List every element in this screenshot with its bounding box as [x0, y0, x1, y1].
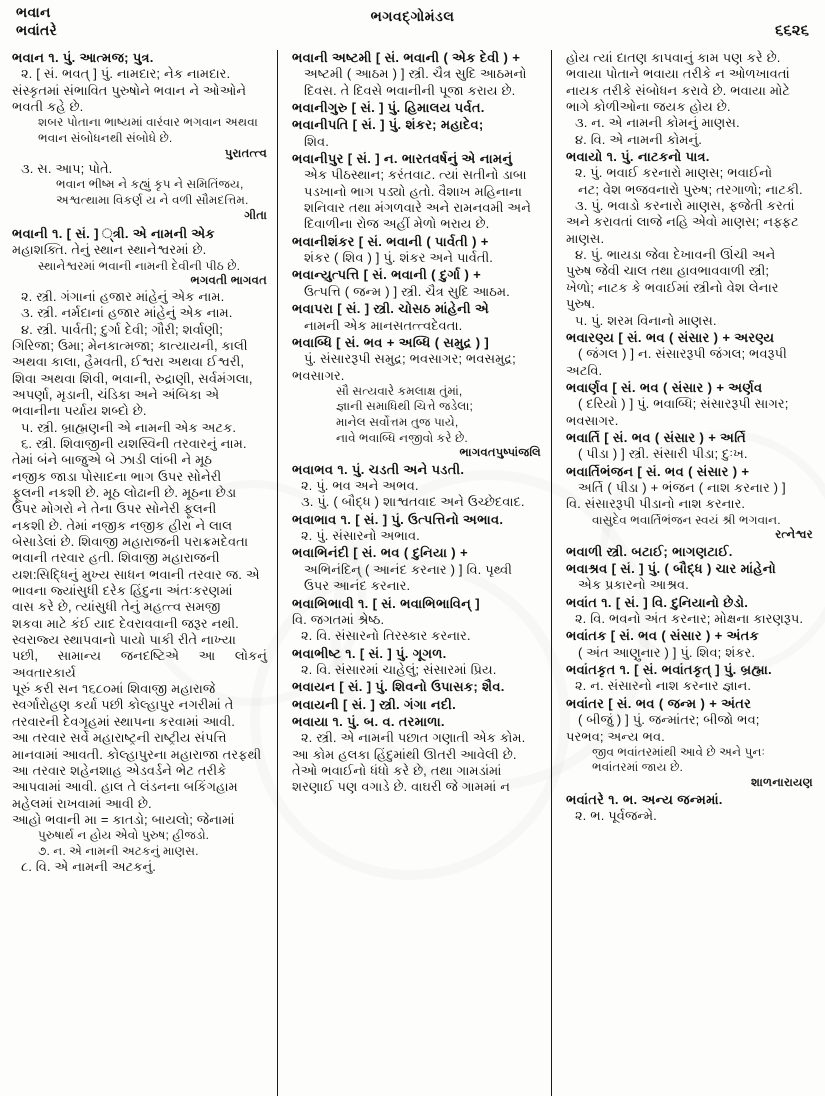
entry-bhavayan: [292, 679, 541, 695]
entry-bhavabhinandi: [292, 545, 541, 594]
headword: ભવાર્તિ [ સં. ભવ ( સંસાર ) + અર્તિ: [566, 429, 747, 445]
sense-line: તરવારની દેવગૃહમાં સ્થાપના કરવામાં આવી.: [12, 713, 235, 729]
entry-bhavant: [566, 595, 813, 628]
sense-line: ૩. સ્ત્રી. નર્મદાનાં હજાર માંહેનું એક નામ.: [21, 305, 233, 321]
entry-bhavashrav: [566, 561, 813, 594]
headword: ભવાનીપતિ [ સં. ] પું. શંકર; મહાદેવ;: [292, 117, 484, 133]
entry-bhavarnav: [566, 380, 813, 429]
sense-line: ( પીડા ) ] સ્ત્રી. સંસારી પીડા; દુઃખ.: [578, 446, 748, 462]
sense-line: ૨. [ સં. ભવત્ ] પું. નામદાર; નેક નામદાર.: [21, 66, 231, 82]
sense-line: પું. સંસારરૂપી સમુદ્ર; ભવસાગર; ભવસમુદ્ર;: [304, 351, 516, 367]
sense-line: ૨. ભ. પૂર્વજન્મે.: [575, 807, 657, 823]
headword: ભવાનીગુરુ [ સં. ] પું. હિમાલય પર્વત.: [292, 100, 485, 116]
sense-line: નકશી છે. તેમાં નજીક નજીક હીરા ને લાલ: [12, 517, 233, 533]
headword: ભવાનીશંકર [ સં. ભવાની ( પાર્વતી ) +: [292, 233, 489, 249]
sense-line: ૨. વિ. સંસારનો તિરસ્કાર કરનાર.: [301, 628, 471, 644]
sense-line: ભવતી કહે છે.: [12, 99, 84, 115]
sense-line: અને કરાવતાં લાજે નહિ એવો માણસ; નફ્ફટ: [566, 214, 799, 230]
entry-bhavabdhi: [292, 335, 541, 461]
sense-line: ભાવના જ્યાંસુધી દરેક હિંદુના અંતઃકરણમાં: [12, 583, 233, 599]
sense-line: આપવામાં આવી. હાલ તે લંડનના બકિંગહામ: [12, 779, 238, 795]
entry-bhavanipur: [292, 151, 541, 233]
column-2: [277, 50, 552, 1096]
sense-line: ૨. પું. ભવાઈ કરનારો માણસ; ભવાઈનો: [575, 165, 773, 181]
headword: ભવાયા ૧. પું. બ. વ. તરમાળા.: [292, 713, 445, 729]
entry-bhavabhishta: [292, 646, 541, 679]
headword: ભવાર્તિભંજન [ સં. ભવ ( સંસાર ) +: [566, 463, 750, 479]
sense-line: ૨. વિ. સંસારમાં ચાહેલું; સંસારમાં પ્રિય.: [301, 661, 497, 677]
column-3: [552, 50, 825, 1096]
entry-bhavali: [566, 544, 813, 560]
entry-bhavaranya: [566, 330, 813, 379]
page-header: [0, 0, 825, 48]
citation-line: ૭. ન. એ નામની અટકનું માણસ.: [38, 843, 199, 858]
headword: ભવાંતક [ સં. ભવ ( સંસાર ) + અંતક: [566, 628, 760, 644]
sense-line: ભવસાગર.: [566, 412, 619, 428]
sense-line: આ તરવાર સર્વે મહારાષ્ટ્રની રાષ્ટ્રીય સંપત્તિ: [12, 730, 227, 746]
headword: ભવાનીપુર [ સં. ] ન. ભારતવર્ષનું એ નામનું: [292, 151, 513, 167]
headword: ભવાંતરે ૧. ભ. અન્ય જન્મમાં.: [566, 791, 723, 807]
headword: ભવાયો ૧. પું. નાટકનો પાત્ર.: [566, 149, 710, 165]
citation-line: જીવ ભવાંતરમાંથી આવે છે અને પુનઃ: [592, 744, 766, 759]
sense-line: માનવામાં આવતી. કોલ્હાપુરના મહારાજા તરફથી: [12, 746, 262, 762]
sense-line: ૪. સ્ત્રી. પાર્વતી; દુર્ગા દેવી; ગૌરી; શર્વાણી;: [21, 321, 223, 337]
verse-line: નાવે ભવાબ્ધિ નજીવો કરે છે.: [336, 430, 468, 445]
sense-line: અથવા કાલા, હૈમવતી, ઈશ્વરા અથવા ઈશ્વરી,: [12, 354, 244, 370]
sense-line: દિવસ. તે દિવસે ભવાનીની પૂજા કરાય છે.: [304, 82, 516, 98]
entry-bhavanyutpatti: [292, 267, 541, 300]
entry-bhavapara: [292, 301, 541, 334]
headword: ભવાપરા [ સં. ] સ્ત્રી. ચોસઠ માંહેની એ: [292, 301, 489, 317]
citation-line: અશ્વત્થામા વિકર્ણ ય ને વળી સૌમદત્તિમ.: [56, 193, 249, 207]
entry-bhavantakrut: [566, 662, 813, 695]
sense-line: પૂરું કરી સન ૧૬૮૦માં શિવાજી મહારાજે: [12, 681, 216, 697]
column-1: [0, 50, 277, 1096]
sense-line: દિવાળીના રોજ અહીં મેળો ભરાય છે.: [304, 216, 490, 232]
sense-line: ૨. વિ. ભવનો અંત કરનાર; મોક્ષના કારણરૂપ.: [575, 611, 803, 627]
citation-line: શબર પોતાના ભાષ્યમાં વારંવાર ભગવાન અથવા: [38, 115, 258, 130]
sense-line: આ તરવાર શહેનશાહ એડવર્ડને ભેટ તરીકે: [12, 762, 227, 778]
entry-bhavantare: [566, 792, 813, 825]
sense-line: અભિનંદિન્ ( આનંદ કરનાર ) ] વિ. પૃથ્વી: [304, 561, 513, 577]
sense-line: સ્વર્ગારોહણ કર્યા પછી કોલ્હાપુર નગરીમાં તે: [12, 697, 234, 713]
entry-bhavani-ashtami: [292, 50, 541, 99]
sense-line: વિ. જગતમાં શ્રેષ્ઠ.: [292, 611, 385, 627]
sense-line: અર્તિ ( પીડા ) + ભંજન ( નાશ કરનાર ) ]: [578, 479, 786, 495]
sense-line: ફૂલની નકશી છે. મૂઠ લોઢાની છે. મૂઠના છેડા: [12, 485, 237, 500]
verse-line: સૌ સત્યવારે કમલાક્ષ તુંમાં,: [336, 383, 463, 398]
citation-source: ભગવતી ભાગવત: [190, 274, 267, 288]
sense-line: આ કોમ હલકા હિંદુમાંથી ઊતરી આવેલી છે.: [292, 746, 517, 762]
headword: ભવાની અષ્ટમી [ સં. ભવાની ( એક દેવી ) +: [292, 50, 521, 65]
sense-line: ભવાનીના પર્યાય શબ્દો છે.: [12, 403, 147, 419]
headword: ભવાભિભાવી ૧. [ સં. ભવાભિભાવિન્ ]: [292, 595, 480, 611]
sense-line: સ્વરાજ્ય સ્થાપવાનો પાયો પાકી રીતે નાખ્યા: [12, 632, 236, 648]
sense-line: ૬. સ્ત્રી. શિવાજીની યશસ્વિની તરવારનું નામ.: [21, 435, 247, 451]
sense-line: પછી, સામાન્ય જનદષ્ટિએ આ લોકનું અવતારકાર્ય: [12, 648, 267, 680]
sense-line: વિ. સંસારરૂપી પીડાનો નાશ કરનાર.: [566, 496, 746, 512]
sense-line: નટ; વેશ ભજવનારો પુરુષ; તરગાળો; નાટકી.: [578, 181, 803, 197]
sense-line: મહાશક્તિ. તેનું સ્થાન સ્થાનેશ્વરમાં છે.: [12, 242, 207, 258]
sense-line: નાયક તરીકે સંબોધન કરાવે છે. ભવાયા મોટે: [566, 82, 791, 98]
sense-line: ભાગે કોળીઓના જયક હોય છે.: [566, 99, 731, 115]
sense-line: ખેળો; નાટક કે ભવાઈમાં સ્ત્રીનો વેશ લેનાર: [566, 279, 779, 295]
entry-bhavayani: [292, 697, 541, 713]
entry-bhavabhibhavi: [292, 596, 541, 645]
citation-line: સ્થાનેશ્વરમાં ભવાની નામની દેવીની પીઠ છે.: [38, 258, 241, 273]
sense-line: માણસ.: [566, 230, 605, 246]
headword: ભવાંતકૃત ૧. [ સં. ભવાંતકૃત્ ] પું. બ્રહ્મા.: [566, 662, 772, 678]
citation-source: રત્નેશ્વર: [775, 528, 813, 542]
headword: ભવાભાવ ૧. [ સં. ] પું. ઉત્પત્તિનો અભાવ.: [292, 511, 504, 527]
citation-source: ભાગવતપુષ્પાંજલિ: [459, 446, 541, 460]
headword: ભવાળી સ્ત્રી. બટાઈ; ભાગણટાઈ.: [566, 543, 733, 559]
headword: ભવાભીષ્ટ ૧. [ સં. ] પું. ગૂગળ.: [292, 645, 447, 661]
entry-bhavarti: [566, 430, 813, 463]
headword: ભવાશ્રવ [ સં. ] પું. ( બૌદ્ધ ) ચાર માંહેનો: [566, 561, 777, 577]
headword: ભવાન્યુત્પત્તિ [ સં. ભવાની ( દુર્ગા ) +: [292, 267, 482, 283]
sense-line: બેસાડેલાં છે. શિવાજી મહારાજની પરાક્રમદેવતા: [12, 534, 249, 550]
column-container: [0, 50, 825, 1096]
sense-line: શિવા અથવા શિવી, ભવાની, રુદ્રાણી, સર્વમંગલા,: [12, 370, 253, 386]
sense-line: ભવસાગર.: [292, 367, 345, 383]
citation-line: પુરુષાર્થ ન હોય એવો પુરુષ; હીજડો.: [38, 828, 210, 843]
sense-line: ૫. પું. શરમ વિનાનો માણસ.: [575, 312, 717, 328]
headword: ભવાંત ૧. [ સં. ] વિ. દુનિયાનો છેડો.: [566, 594, 749, 610]
sense-line: ઉપર મોગરો ને તેના ઉપર સોનેરી ફૂલની: [12, 501, 217, 517]
sense-line: પુરુષ.: [566, 296, 596, 312]
sense-line: ૩. ન. એ નામની કોમનું માણસ.: [575, 115, 740, 131]
sense-line: ૪. વિ. એ નામની કોમનું.: [575, 131, 702, 147]
running-head-left-top: ભવાન: [16, 4, 51, 20]
sense-line: ( જંગલ ) ] ન. સંસારરૂપી જંગલ; ભવરૂપી: [578, 346, 787, 362]
citation-source: ગીતા: [244, 208, 267, 222]
sense-line: ૨. પું. સંસારનો અભાવ.: [301, 528, 420, 544]
headword: ભવાભવ ૧. પું. ચડતી અને પડતી.: [292, 461, 465, 477]
sense-line: તેમાં બંને બાજુએ બે ઝાડી લાંબી ને મૂઠ: [12, 452, 213, 468]
verse-line: માનેલ સર્વોત્તમ તુજ પાયે,: [336, 415, 459, 430]
sense-line: ( બીજું ) ] પું. જન્માંતર; બીજો ભવ;: [578, 712, 760, 728]
sense-line: આહો ભવાની મા = કાતડો; બાયલો; જેનામાં: [12, 811, 235, 827]
sense-line: ૨. સ્ત્રી. ગંગાનાં હજાર માંહેનું એક નામ.: [21, 288, 225, 304]
sense-line: યશ:સિદ્ધિનું મુખ્ય સાધન ભવાની તરવાર જ. એ: [12, 566, 260, 582]
sense-line: ભવાની તરવાર હતી. શિવાજી મહારાજની: [12, 550, 220, 566]
entry-bhavaya-continued: [566, 50, 813, 148]
entry-bhavantar: [566, 696, 813, 791]
entry-bhavaniguru: [292, 100, 541, 116]
sense-line: પડખાનો ભાગ પડ્યો હતો. વૈશાખ મહિનાના: [304, 183, 522, 199]
sense-line: એક પીઠસ્થાન; કરંતવાટ. ત્યાં સતીનો ડાબા: [304, 167, 527, 183]
sense-line: અટવિ.: [566, 362, 603, 378]
sense-line: શિવ.: [304, 133, 329, 149]
sense-line: નજીક જાડા પોસાદના ભાગ ઉપર સોનેરી: [12, 468, 222, 484]
sense-line: ૫. સ્ત્રી. બ્રાહ્મણની એ નામની એક અટક.: [21, 419, 236, 435]
sense-line: ૩. પું. ( બૌદ્ધ ) શાશ્વતવાદ અને ઉચ્છેદવાદ.: [301, 494, 525, 510]
sense-line: ૨. ન. સંસારનો નાશ કરનાર જ્ઞાન.: [575, 678, 752, 694]
sense-line: મહેલમાં રાખવામાં આવી છે.: [12, 795, 152, 811]
sense-line: શકવા માટે કંઈ યાદ દેવરાવવાની જરૂર નથી.: [12, 615, 239, 631]
citation-line: વાસુદેવ ભવાર્તિભંજન સ્વયં શ્રી ભગવાન.: [592, 512, 781, 527]
verse-line: જ્ઞાની સમાધિથી ચિત્તે જડેલા;: [336, 399, 473, 414]
sense-line: અપર્ણા, મૃડાની, ચંડિકા અને અંબિકા એ: [12, 386, 220, 402]
sense-line: તેઓ ભવાઈનો ધંધો કરે છે, તથા ગામડાંમાં: [292, 762, 502, 778]
headword: ભવારણ્ય [ સં. ભવ ( સંસાર ) + અરણ્ય: [566, 329, 775, 345]
headword: ભવાયન [ સં. ] પું. શિવનો ઉપાસક; શૈવ.: [292, 679, 505, 695]
sense-line: નામની એક માનસતત્ત્વદેવતા.: [304, 317, 463, 333]
sense-line: પુરુષ જેવી ચાલ તથા હાવભાવવાળી સ્ત્રી;: [566, 263, 770, 279]
page-number: ૬૬૨૬: [774, 22, 809, 39]
sense-line: ૪. પું. ભાયડા જેવા દેખાવની ઊંચી અને: [575, 247, 776, 263]
sense-line: ( દરિયો ) ] પું. ભવાબ્ધિ; સંસારરૂપી સાગર;: [578, 396, 789, 412]
sense-line: ૩. પું. ભવાડો કરનારો માણસ, ફજેતી કરતાં: [575, 198, 795, 214]
sense-line: શરણાઈ પણ વગાડે છે. વાઘરી જે ગામમાં ન: [292, 779, 510, 795]
sense-line: ભવાયા પોતાને ભવાયા તરીકે ન ઓળખાવતાં: [566, 66, 790, 82]
sense-line: શનિવાર તથા મંગળવારે અને રામનવમી અને: [304, 200, 531, 216]
entry-bhavantak: [566, 628, 813, 661]
headword: ભવાંતર [ સં. ભવ ( જન્મ ) + અંતર: [566, 695, 752, 711]
citation-source: શાળનારાયણ: [751, 776, 813, 790]
entry-bhavayo: [566, 149, 813, 329]
sense-line: શંકર ( શિવ ) ] પું. શંકર અને પાર્વતી.: [304, 250, 493, 266]
sense-line: વાસ કરે છે, ત્યાંસુધી તેનું મહત્ત્વ સમજી: [12, 599, 221, 615]
sense-line: અષ્ટમી ( આઠમ ) ] સ્ત્રી. ચૈત્ર સુદિ આઠમનો: [304, 66, 527, 82]
headword: ભવાની ૧. [ સં. ] ્ત્રી. એ નામની એક: [12, 226, 215, 242]
sense-line: ૩. સ. આપ; પોતે.: [21, 161, 113, 177]
citation-line: ભવાન ભીષ્મ ને કહ્યું કૃપ ને સમિતિંજય,: [56, 177, 244, 192]
entry-bhavabhav-2: [292, 512, 541, 545]
sense-line: ગિરિજા; ઉમા; મેનકાત્મજા; કાત્યાયની, કાલી: [12, 337, 248, 353]
citation-source: પુરાતત્ત્વ: [224, 146, 267, 160]
sense-line: એક પ્રકારનો આશ્રવ.: [578, 577, 689, 593]
entry-bhavani: [12, 226, 267, 876]
headword: ભવાબ્ધિ [ સં. ભવ + અબ્ધિ ( સમુદ્ર ) ]: [292, 334, 489, 350]
entry-bhavanipati: [292, 117, 541, 150]
entry-bhavartibhanjan: [566, 464, 813, 543]
headword: ભવાયની [ સં. ] સ્ત્રી. ગંગા નદી.: [292, 696, 456, 712]
sense-line: ૨. સ્ત્રી. એ નામની પછાત ગણાતી એક કોમ.: [301, 730, 526, 746]
headword: ભવાર્ણવ [ સં. ભવ ( સંસાર ) + અર્ણવ: [566, 379, 763, 395]
headword: ભવાન ૧. પું. આત્મજ; પુત્ર.: [12, 50, 154, 65]
citation-line: ભવાંતરમાં જાય છે.: [592, 760, 683, 775]
running-head-left-bottom: ભવાંતરે: [16, 22, 58, 38]
dictionary-title: ભગવદ્ગોમંડલ: [370, 8, 455, 24]
sense-line: ૨. પું. ભવ અને અભવ.: [301, 478, 419, 494]
sense-line: ઉપર આનંદ કરનાર.: [304, 578, 411, 594]
headword: ભવાભિનંદી [ સં. ભવ ( દુનિયા ) +: [292, 545, 468, 561]
sense-line: ( અંત આણુનાર ) ] પું. શિવ; શંકર.: [578, 644, 755, 660]
entry-bhavan: [12, 50, 267, 223]
citation-line: ભવાન સંબોધનથી સંબોધે છે.: [38, 130, 173, 145]
entry-bhavanishankar: [292, 234, 541, 267]
entry-bhavaya: [292, 714, 541, 796]
sense-line: પરભવ; અન્ય ભવ.: [566, 728, 665, 744]
entry-bhavabhav: [292, 462, 541, 511]
sense-line: સંસ્કૃતમાં સંભાવિત પુરુષોને ભવાન ને ઓઓને: [12, 82, 247, 98]
sense-line: હોય ત્યાં દાતણ કાપવાનું કામ પણ કરે છે.: [566, 50, 781, 65]
sense-line: ૮. વિ. એ નામની અટકનું.: [21, 859, 156, 875]
sense-line: ઉત્પત્તિ ( જન્મ ) ] સ્ત્રી. ચૈત્ર સુદિ આઠમ.: [304, 283, 510, 299]
